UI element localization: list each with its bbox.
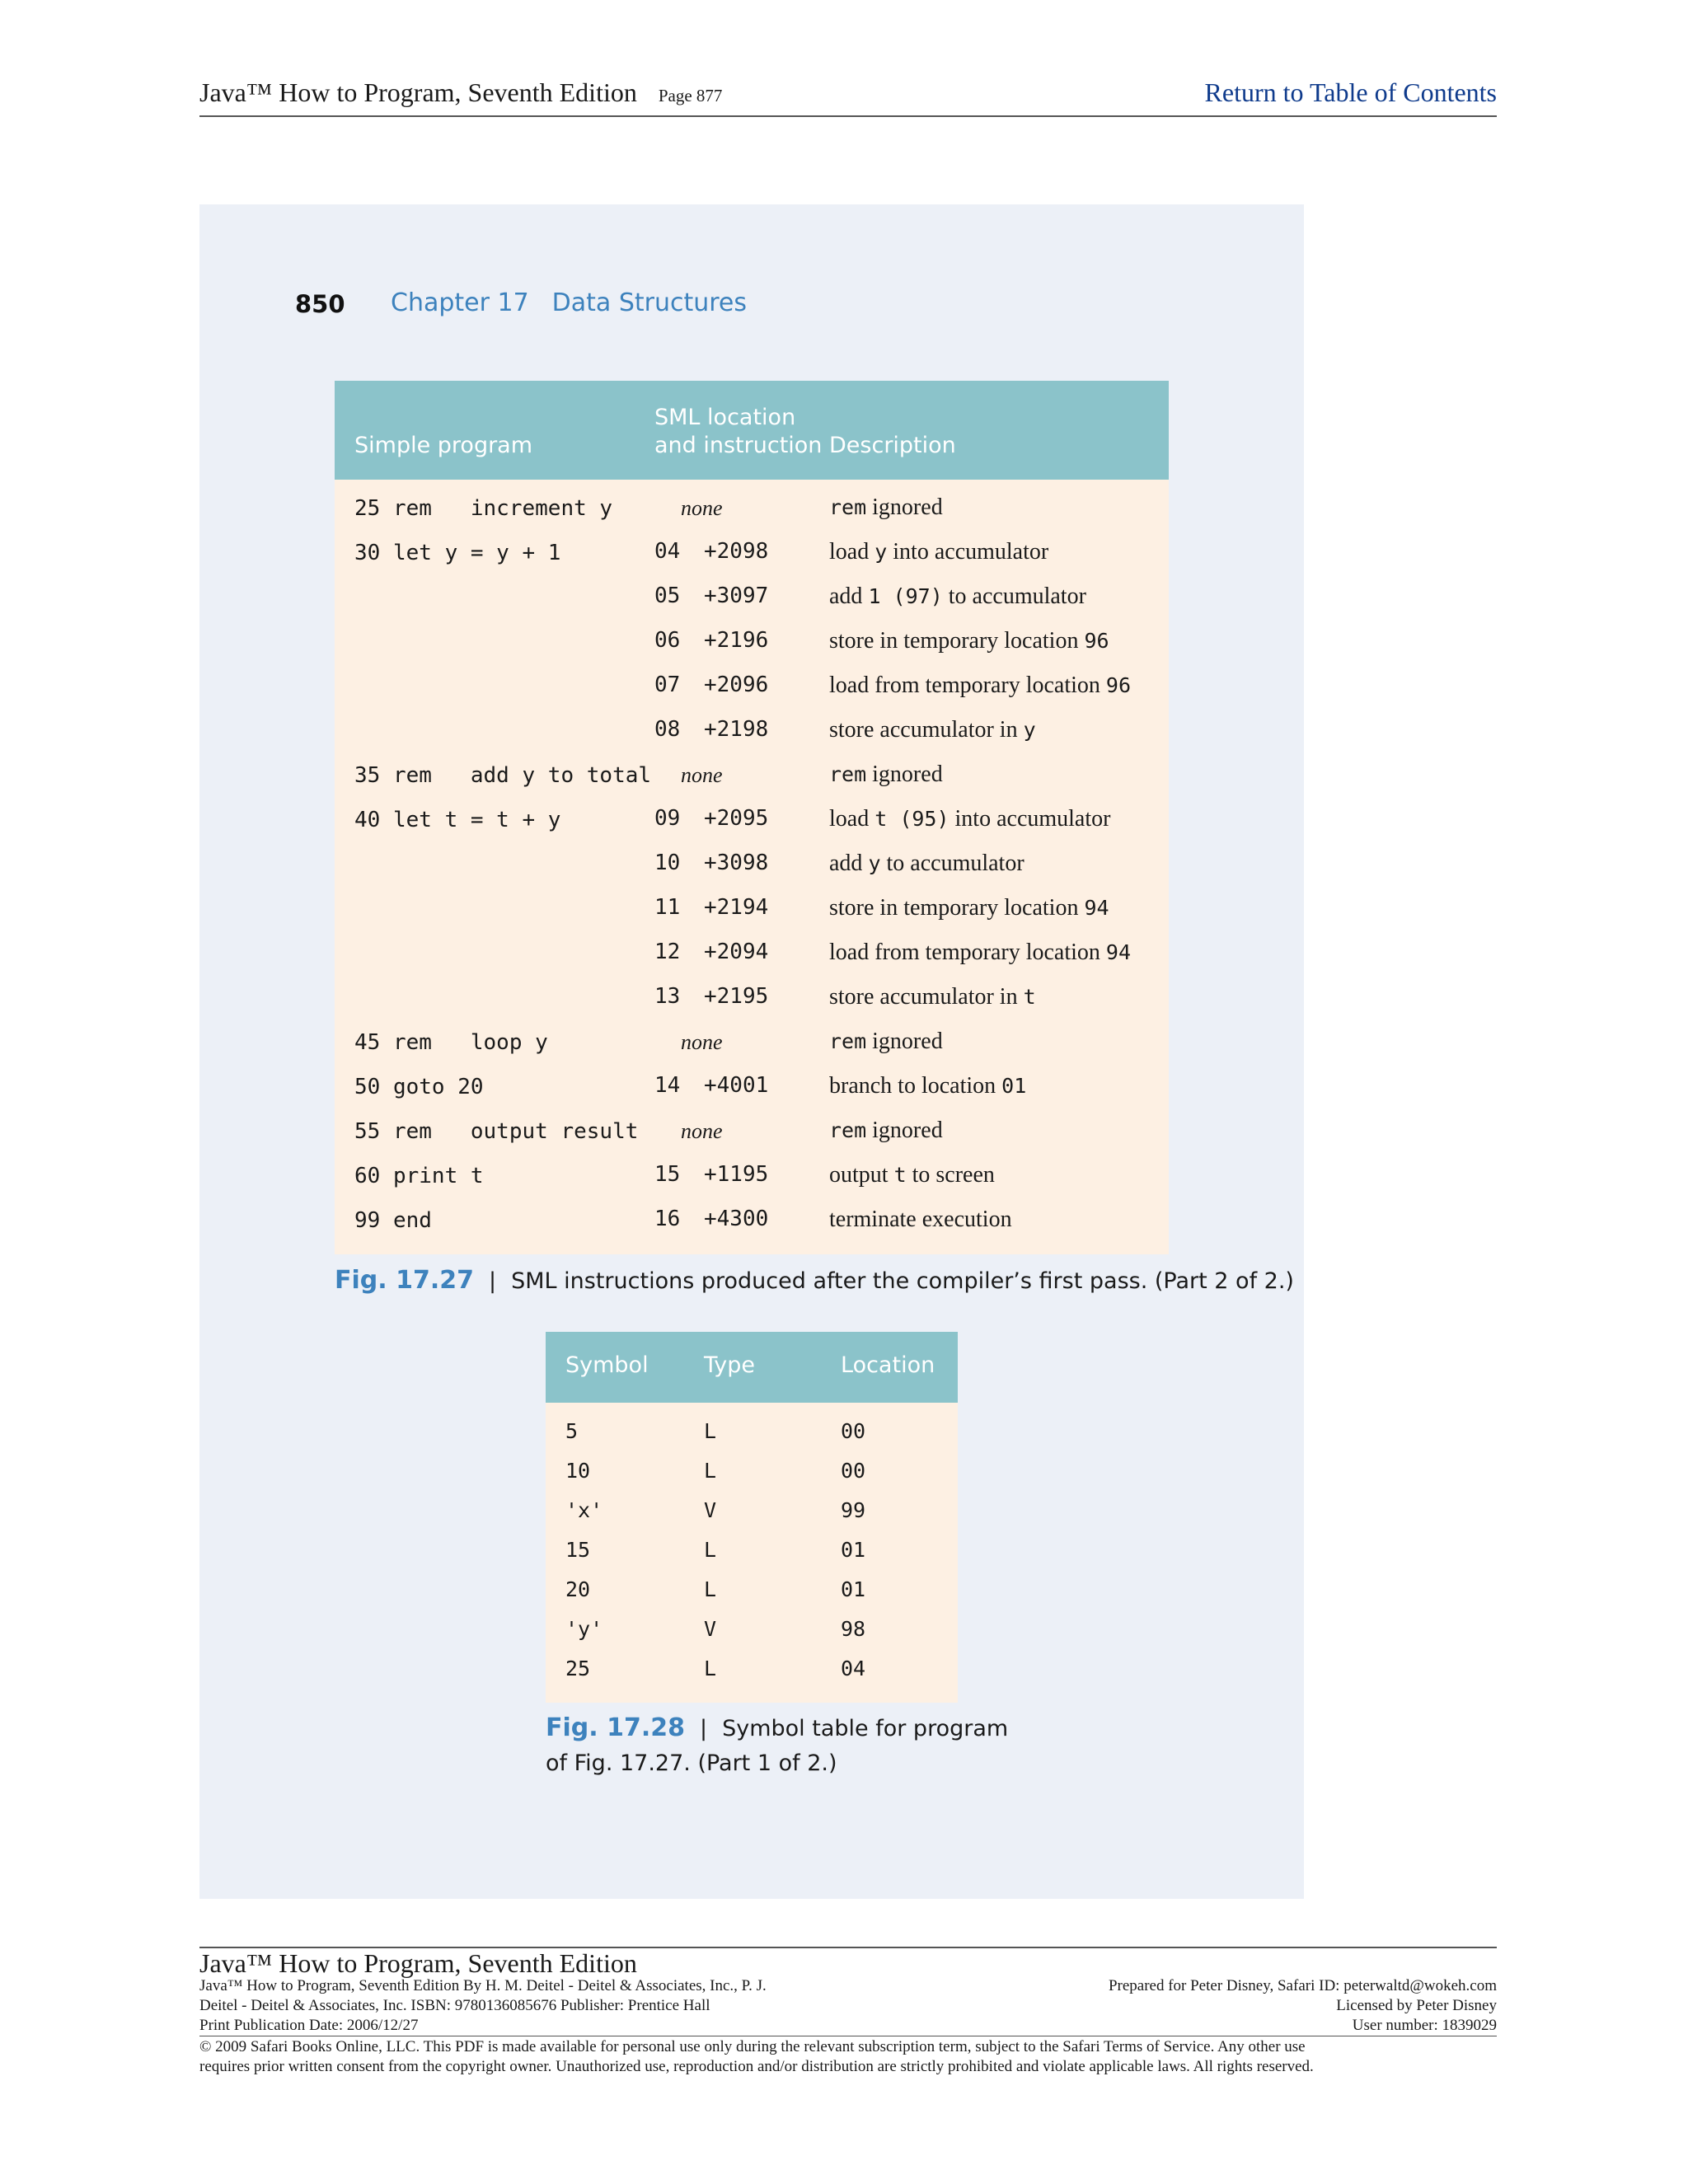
location-cell: 99 xyxy=(841,1498,866,1522)
header-page-label: Page 877 xyxy=(658,86,723,105)
copyright-line2: requires prior written consent from the copyright owner. Unauthorized use, reproduction and/or distribution are strictly prohibited and violate applicable laws. All rights reserved. xyxy=(199,2058,1314,2075)
footer-left-line3: Print Publication Date: 2006/12/27 xyxy=(199,2017,419,2034)
description-cell xyxy=(829,1029,943,1055)
description-segment: into accumulator xyxy=(949,806,1111,832)
header-book-title xyxy=(199,77,722,108)
description-cell xyxy=(829,628,1109,654)
sml-instruction-cell: +4001 xyxy=(704,1073,769,1098)
caption-text: SML instructions produced after the compiler’s first pass. (Part 2 of 2.) xyxy=(511,1268,1294,1294)
sml-location-cell: 10 xyxy=(654,851,681,875)
sml-none-cell: none xyxy=(681,1119,723,1143)
description-segment: output xyxy=(829,1162,894,1188)
description-segment: rem xyxy=(829,762,867,786)
table-row xyxy=(335,1066,1169,1111)
type-cell: V xyxy=(704,1617,717,1641)
description-cell xyxy=(829,717,1036,743)
description-segment: t xyxy=(1023,985,1036,1009)
table-row xyxy=(335,666,1169,710)
symbol-cell: 15 xyxy=(565,1538,591,1562)
description-segment: load xyxy=(829,539,875,565)
table-row xyxy=(335,577,1169,621)
description-segment: 96 xyxy=(1105,673,1131,697)
sml-instruction-cell: +3097 xyxy=(704,583,769,608)
simple-program-cell: 30 let y = y + 1 xyxy=(354,541,561,565)
description-segment: to accumulator xyxy=(942,583,1086,609)
type-cell: L xyxy=(704,1459,717,1483)
description-segment: load from temporary location xyxy=(829,940,1106,965)
table-row xyxy=(335,977,1169,1022)
symbol-cell: 25 xyxy=(565,1657,591,1680)
type-cell: L xyxy=(704,1577,717,1601)
description-segment: ignored xyxy=(866,1029,943,1054)
sml-instruction-cell: +2194 xyxy=(704,895,769,920)
description-segment: store in temporary location xyxy=(829,628,1085,654)
table-row xyxy=(335,488,1169,532)
symbol-table xyxy=(546,1332,958,1703)
sml-location-cell: 15 xyxy=(654,1162,681,1187)
footer-right-line1: Prepared for Peter Disney, Safari ID: peterwaltd@wokeh.com xyxy=(1108,1977,1497,1994)
description-cell xyxy=(829,806,1110,832)
sml-instruction-cell: +2094 xyxy=(704,940,769,964)
book-chapter-label: Chapter 17 xyxy=(391,288,529,317)
sml-instruction-cell: +2198 xyxy=(704,717,769,742)
sml-instruction-cell: +2096 xyxy=(704,673,769,697)
symbol-cell: 10 xyxy=(565,1459,591,1483)
description-segment: add xyxy=(829,583,869,609)
table-row xyxy=(335,799,1169,844)
figure-caption-17-28 xyxy=(546,1711,1008,1781)
sml-none-cell: none xyxy=(681,1030,723,1054)
figure-caption-17-27 xyxy=(335,1266,1294,1295)
description-cell xyxy=(829,1162,995,1188)
description-segment: store accumulator in xyxy=(829,984,1024,1010)
sml-location-cell: 08 xyxy=(654,717,681,742)
description-segment: ignored xyxy=(866,494,943,520)
location-cell: 01 xyxy=(841,1577,866,1601)
sml-location-cell: 04 xyxy=(654,539,681,564)
header-symbol: Symbol xyxy=(565,1352,649,1378)
table-header-row xyxy=(546,1332,958,1403)
sml-location-cell: 07 xyxy=(654,673,681,697)
description-cell xyxy=(829,984,1036,1010)
footer-publication-info xyxy=(199,1976,767,2036)
description-segment: branch to location xyxy=(829,1073,1002,1099)
symbol-cell: 5 xyxy=(565,1419,579,1443)
symbol-cell: 'x' xyxy=(565,1498,603,1522)
table-row xyxy=(546,1648,958,1688)
sml-location-cell: 16 xyxy=(654,1207,681,1231)
description-segment: y xyxy=(868,851,881,875)
table-row xyxy=(335,532,1169,577)
simple-program-cell: 40 let t = t + y xyxy=(354,808,561,832)
description-cell xyxy=(829,1073,1026,1099)
header-sml-location-line1: SML location xyxy=(654,405,796,430)
type-cell: V xyxy=(704,1498,717,1522)
description-cell xyxy=(829,583,1086,610)
sml-instructions-table xyxy=(335,381,1169,1254)
location-cell: 01 xyxy=(841,1538,866,1562)
location-cell: 04 xyxy=(841,1657,866,1680)
table-row xyxy=(546,1569,958,1609)
table-row xyxy=(546,1609,958,1648)
header-book-title-text: Java™ How to Program, Seventh Edition xyxy=(199,77,637,107)
location-cell: 98 xyxy=(841,1617,866,1641)
figure-number: Fig. 17.27 xyxy=(335,1266,474,1295)
description-segment: ignored xyxy=(866,1118,943,1143)
caption-separator: | xyxy=(488,1268,497,1294)
table-row xyxy=(335,888,1169,933)
caption-text-line2: of Fig. 17.27. (Part 1 of 2.) xyxy=(546,1750,837,1776)
book-page-number: 850 xyxy=(295,290,345,318)
description-cell xyxy=(829,895,1109,921)
table-row xyxy=(335,844,1169,888)
footer-license-info xyxy=(1109,1976,1497,2036)
table-row xyxy=(546,1530,958,1569)
description-cell xyxy=(829,1207,1012,1233)
symbol-cell: 20 xyxy=(565,1577,591,1601)
book-running-head xyxy=(391,288,747,317)
type-cell: L xyxy=(704,1538,717,1562)
location-cell: 00 xyxy=(841,1419,866,1443)
description-segment: rem xyxy=(829,1029,867,1053)
description-cell xyxy=(829,673,1131,699)
simple-program-cell: 60 print t xyxy=(354,1164,484,1188)
book-chapter-title: Data Structures xyxy=(551,288,748,317)
table-row xyxy=(335,933,1169,977)
description-segment: load from temporary location xyxy=(829,673,1106,698)
caption-text-line1: Symbol table for program xyxy=(722,1716,1009,1741)
description-segment: to screen xyxy=(906,1162,995,1188)
type-cell: L xyxy=(704,1657,717,1680)
header-divider xyxy=(199,115,1497,117)
table-row xyxy=(335,710,1169,755)
simple-program-cell: 55 rem output result xyxy=(354,1119,639,1144)
header-location: Location xyxy=(841,1352,935,1378)
simple-program-cell: 50 goto 20 xyxy=(354,1075,484,1099)
copyright-line1: © 2009 Safari Books Online, LLC. This PDF is made available for personal use only during the relevant subscription term, subject to the Safari Terms of Service. Any other use xyxy=(199,2038,1306,2055)
description-segment: t (95) xyxy=(874,807,950,831)
return-to-toc-link[interactable]: Return to Table of Contents xyxy=(1204,77,1497,107)
simple-program-cell: 45 rem loop y xyxy=(354,1030,548,1055)
description-segment: y xyxy=(1023,718,1036,742)
description-segment: store accumulator in xyxy=(829,717,1024,743)
sml-location-cell: 05 xyxy=(654,583,681,608)
table-row xyxy=(335,621,1169,666)
table-header-row xyxy=(335,381,1169,480)
sml-location-cell: 12 xyxy=(654,940,681,964)
sml-instruction-cell: +2095 xyxy=(704,806,769,831)
description-cell xyxy=(829,494,943,521)
description-segment: rem xyxy=(829,1118,867,1142)
sml-instruction-cell: +3098 xyxy=(704,851,769,875)
description-cell xyxy=(829,1118,943,1144)
table-row xyxy=(546,1411,958,1451)
description-cell xyxy=(829,762,943,788)
table-row xyxy=(546,1490,958,1530)
sml-none-cell: none xyxy=(681,496,723,520)
sml-location-cell: 11 xyxy=(654,895,681,920)
sml-instruction-cell: +4300 xyxy=(704,1207,769,1231)
sml-instruction-cell: +2195 xyxy=(704,984,769,1009)
footer-right-line3: User number: 1839029 xyxy=(1352,2017,1497,2034)
header-sml-location-line2: and instruction xyxy=(654,433,823,458)
sml-none-cell: none xyxy=(681,763,723,787)
description-segment: store in temporary location xyxy=(829,895,1085,921)
type-cell: L xyxy=(704,1419,717,1443)
description-cell xyxy=(829,851,1025,877)
figure-number: Fig. 17.28 xyxy=(546,1713,685,1742)
footer-right-line2: Licensed by Peter Disney xyxy=(1336,1997,1497,2014)
table-row xyxy=(335,1155,1169,1200)
sml-location-cell: 09 xyxy=(654,806,681,831)
description-segment: ignored xyxy=(866,762,943,787)
location-cell: 00 xyxy=(841,1459,866,1483)
description-segment: to accumulator xyxy=(880,851,1025,876)
description-segment: load xyxy=(829,806,875,832)
simple-program-cell: 99 end xyxy=(354,1208,432,1233)
table-row xyxy=(335,755,1169,799)
header-type: Type xyxy=(704,1352,756,1378)
sml-instruction-cell: +2098 xyxy=(704,539,769,564)
description-segment: 94 xyxy=(1084,896,1109,920)
sml-location-cell: 06 xyxy=(654,628,681,653)
footer-left-line2: Deitel - Deitel & Associates, Inc. ISBN: 9780136085676 Publisher: Prentice Hall xyxy=(199,1997,710,2014)
description-segment: 94 xyxy=(1105,940,1131,964)
description-segment: 96 xyxy=(1084,629,1109,653)
sml-location-cell: 14 xyxy=(654,1073,681,1098)
header-simple-program: Simple program xyxy=(354,433,533,458)
table-row xyxy=(546,1451,958,1490)
table-row xyxy=(335,1200,1169,1244)
sml-instruction-cell: +1195 xyxy=(704,1162,769,1187)
simple-program-cell: 35 rem add y to total xyxy=(354,763,652,788)
description-segment: terminate execution xyxy=(829,1207,1012,1232)
description-segment: rem xyxy=(829,495,867,519)
footer-book-title: Java™ How to Program, Seventh Edition xyxy=(199,1948,637,1978)
description-segment: 1 (97) xyxy=(868,584,943,608)
header-description: Description xyxy=(829,433,956,458)
description-segment: 01 xyxy=(1001,1074,1027,1098)
description-cell xyxy=(829,539,1048,565)
table-row xyxy=(335,1022,1169,1066)
footer-copyright xyxy=(199,2037,1497,2077)
description-segment: into accumulator xyxy=(887,539,1049,565)
description-segment: t xyxy=(893,1163,907,1187)
table-row xyxy=(335,1111,1169,1155)
footer-left-line1: Java™ How to Program, Seventh Edition By H. M. Deitel - Deitel & Associates, Inc., P. J. xyxy=(199,1977,767,1994)
description-cell xyxy=(829,940,1131,966)
caption-separator: | xyxy=(699,1716,708,1741)
sml-location-cell: 13 xyxy=(654,984,681,1009)
symbol-cell: 'y' xyxy=(565,1617,603,1641)
description-segment: y xyxy=(874,540,888,564)
description-segment: add xyxy=(829,851,869,876)
sml-instruction-cell: +2196 xyxy=(704,628,769,653)
simple-program-cell: 25 rem increment y xyxy=(354,496,613,521)
